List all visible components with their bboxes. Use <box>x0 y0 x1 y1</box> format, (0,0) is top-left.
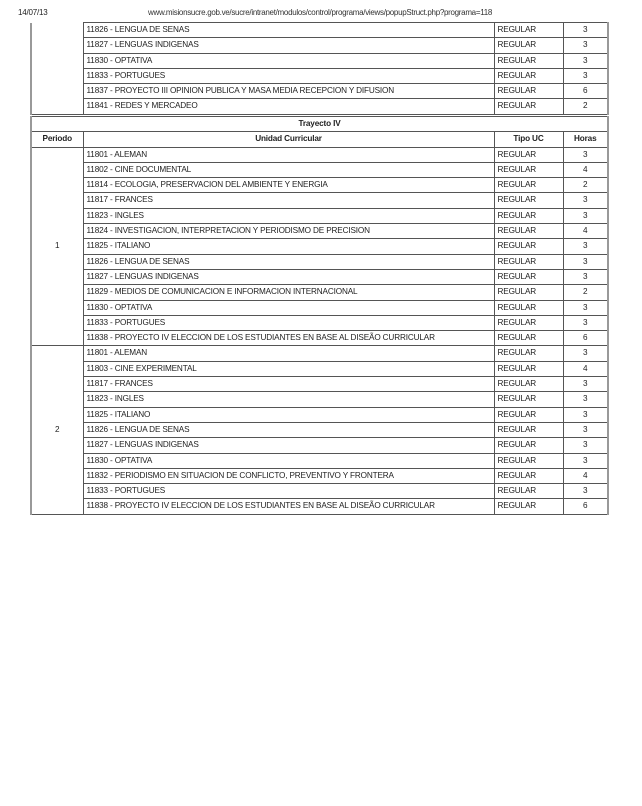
table-row <box>31 438 608 453</box>
unidad-curricular-cell: 11826 - LENGUA DE SENAS <box>83 422 494 437</box>
table-row <box>31 346 608 361</box>
table-row <box>31 162 608 177</box>
unidad-curricular-cell: 11825 - ITALIANO <box>83 239 494 254</box>
print-date: 14/07/13 <box>18 8 48 17</box>
tipo-uc-cell: REGULAR <box>494 68 563 83</box>
table-row <box>31 208 608 223</box>
print-url: www.misionsucre.gob.ve/sucre/intranet/modulos/control/programa/views/popupStruct.php?programa=118 <box>148 8 493 17</box>
tipo-uc-cell: REGULAR <box>494 38 563 53</box>
tipo-uc-cell: REGULAR <box>494 315 563 330</box>
unidad-curricular-cell: 11832 - PERIODISMO EN SITUACION DE CONFLICTO, PREVENTIVO Y FRONTERA <box>83 468 494 483</box>
horas-cell: 3 <box>563 392 608 407</box>
horas-cell: 3 <box>563 453 608 468</box>
column-header-row <box>31 132 608 147</box>
unidad-curricular-cell: 11825 - ITALIANO <box>83 407 494 422</box>
table-row <box>31 38 608 53</box>
tipo-uc-cell: REGULAR <box>494 392 563 407</box>
unidad-curricular-cell: 11841 - REDES Y MERCADEO <box>83 99 494 114</box>
horas-cell: 6 <box>563 331 608 346</box>
trayecto-title-row <box>31 117 608 132</box>
horas-cell: 6 <box>563 499 608 514</box>
table-row <box>31 178 608 193</box>
tipo-uc-cell: REGULAR <box>494 193 563 208</box>
unidad-curricular-cell: 11826 - LENGUA DE SENAS <box>83 23 494 38</box>
tipo-uc-cell: REGULAR <box>494 285 563 300</box>
horas-cell: 2 <box>563 285 608 300</box>
tipo-uc-cell: REGULAR <box>494 53 563 68</box>
tipo-uc-cell: REGULAR <box>494 499 563 514</box>
unidad-curricular-cell: 11827 - LENGUAS INDIGENAS <box>83 38 494 53</box>
table-row <box>31 99 608 114</box>
unidad-curricular-cell: 11823 - INGLES <box>83 392 494 407</box>
table-row <box>31 453 608 468</box>
horas-cell: 3 <box>563 407 608 422</box>
horas-cell: 4 <box>563 468 608 483</box>
tipo-uc-cell: REGULAR <box>494 254 563 269</box>
unidad-curricular-cell: 11838 - PROYECTO IV ELECCION DE LOS ESTUDIANTES EN BASE AL DISEÃO CURRICULAR <box>83 331 494 346</box>
tipo-uc-cell: REGULAR <box>494 224 563 239</box>
horas-cell: 2 <box>563 99 608 114</box>
tipo-uc-cell: REGULAR <box>494 99 563 114</box>
unidad-curricular-cell: 11801 - ALEMAN <box>83 346 494 361</box>
table-row <box>31 193 608 208</box>
unidad-curricular-cell: 11830 - OPTATIVA <box>83 453 494 468</box>
horas-cell: 4 <box>563 162 608 177</box>
header-unidad-curricular: Unidad Curricular <box>83 132 494 147</box>
table-row <box>31 377 608 392</box>
table-row <box>31 331 608 346</box>
table-row <box>31 315 608 330</box>
horas-cell: 6 <box>563 84 608 99</box>
unidad-curricular-cell: 11829 - MEDIOS DE COMUNICACION E INFORMACION INTERNACIONAL <box>83 285 494 300</box>
unidad-curricular-cell: 11838 - PROYECTO IV ELECCION DE LOS ESTUDIANTES EN BASE AL DISEÃO CURRICULAR <box>83 499 494 514</box>
table-row <box>31 147 608 162</box>
tipo-uc-cell: REGULAR <box>494 239 563 254</box>
horas-cell: 3 <box>563 193 608 208</box>
table-row <box>31 84 608 99</box>
header-periodo: Periodo <box>31 132 83 147</box>
horas-cell: 2 <box>563 178 608 193</box>
table-row <box>31 53 608 68</box>
tipo-uc-cell: REGULAR <box>494 23 563 38</box>
tipo-uc-cell: REGULAR <box>494 147 563 162</box>
periodo-cell: 2 <box>31 346 83 514</box>
unidad-curricular-cell: 11817 - FRANCES <box>83 193 494 208</box>
horas-cell: 3 <box>563 53 608 68</box>
horas-cell: 3 <box>563 208 608 223</box>
horas-cell: 4 <box>563 224 608 239</box>
periodo-cell: 1 <box>31 147 83 346</box>
unidad-curricular-cell: 11803 - CINE EXPERIMENTAL <box>83 361 494 376</box>
horas-cell: 4 <box>563 361 608 376</box>
unidad-curricular-cell: 11824 - INVESTIGACION, INTERPRETACION Y PERIODISMO DE PRECISION <box>83 224 494 239</box>
tipo-uc-cell: REGULAR <box>494 468 563 483</box>
tipo-uc-cell: REGULAR <box>494 178 563 193</box>
tipo-uc-cell: REGULAR <box>494 346 563 361</box>
table-row <box>31 484 608 499</box>
tipo-uc-cell: REGULAR <box>494 361 563 376</box>
table-row <box>31 285 608 300</box>
horas-cell: 3 <box>563 377 608 392</box>
table-row <box>31 422 608 437</box>
table-row <box>31 361 608 376</box>
unidad-curricular-cell: 11827 - LENGUAS INDIGENAS <box>83 269 494 284</box>
unidad-curricular-cell: 11826 - LENGUA DE SENAS <box>83 254 494 269</box>
table-row <box>31 392 608 407</box>
horas-cell: 3 <box>563 23 608 38</box>
table-row <box>31 407 608 422</box>
header-tipo-uc: Tipo UC <box>494 132 563 147</box>
horas-cell: 3 <box>563 346 608 361</box>
unidad-curricular-cell: 11830 - OPTATIVA <box>83 300 494 315</box>
horas-cell: 3 <box>563 254 608 269</box>
table-row <box>31 468 608 483</box>
trayecto-iv-table <box>30 116 609 515</box>
table-row <box>31 269 608 284</box>
tipo-uc-cell: REGULAR <box>494 407 563 422</box>
unidad-curricular-cell: 11833 - PORTUGUES <box>83 315 494 330</box>
tipo-uc-cell: REGULAR <box>494 331 563 346</box>
tipo-uc-cell: REGULAR <box>494 269 563 284</box>
horas-cell: 3 <box>563 269 608 284</box>
tipo-uc-cell: REGULAR <box>494 208 563 223</box>
horas-cell: 3 <box>563 300 608 315</box>
unidad-curricular-cell: 11814 - ECOLOGIA, PRESERVACION DEL AMBIENTE Y ENERGIA <box>83 178 494 193</box>
horas-cell: 3 <box>563 484 608 499</box>
unidad-curricular-cell: 11817 - FRANCES <box>83 377 494 392</box>
tipo-uc-cell: REGULAR <box>494 484 563 499</box>
header-horas: Horas <box>563 132 608 147</box>
unidad-curricular-cell: 11802 - CINE DOCUMENTAL <box>83 162 494 177</box>
horas-cell: 3 <box>563 147 608 162</box>
table-row <box>31 68 608 83</box>
table-row <box>31 254 608 269</box>
unidad-curricular-cell: 11837 - PROYECTO III OPINION PUBLICA Y MASA MEDIA RECEPCION Y DIFUSION <box>83 84 494 99</box>
horas-cell: 3 <box>563 315 608 330</box>
unidad-curricular-cell: 11830 - OPTATIVA <box>83 53 494 68</box>
tipo-uc-cell: REGULAR <box>494 453 563 468</box>
table-row <box>31 239 608 254</box>
unidad-curricular-cell: 11801 - ALEMAN <box>83 147 494 162</box>
unidad-curricular-cell: 11833 - PORTUGUES <box>83 484 494 499</box>
tipo-uc-cell: REGULAR <box>494 422 563 437</box>
tipo-uc-cell: REGULAR <box>494 84 563 99</box>
horas-cell: 3 <box>563 438 608 453</box>
horas-cell: 3 <box>563 239 608 254</box>
tipo-uc-cell: REGULAR <box>494 438 563 453</box>
horas-cell: 3 <box>563 422 608 437</box>
previous-trayecto-table <box>30 22 609 115</box>
trayecto-title: Trayecto IV <box>31 117 608 132</box>
horas-cell: 3 <box>563 38 608 53</box>
unidad-curricular-cell: 11827 - LENGUAS INDIGENAS <box>83 438 494 453</box>
unidad-curricular-cell: 11823 - INGLES <box>83 208 494 223</box>
unidad-curricular-cell: 11833 - PORTUGUES <box>83 68 494 83</box>
horas-cell: 3 <box>563 68 608 83</box>
table-row <box>31 300 608 315</box>
table-row <box>31 23 608 38</box>
table-row <box>31 224 608 239</box>
periodo-cell <box>31 23 83 115</box>
tipo-uc-cell: REGULAR <box>494 300 563 315</box>
tipo-uc-cell: REGULAR <box>494 377 563 392</box>
table-row <box>31 499 608 514</box>
tipo-uc-cell: REGULAR <box>494 162 563 177</box>
